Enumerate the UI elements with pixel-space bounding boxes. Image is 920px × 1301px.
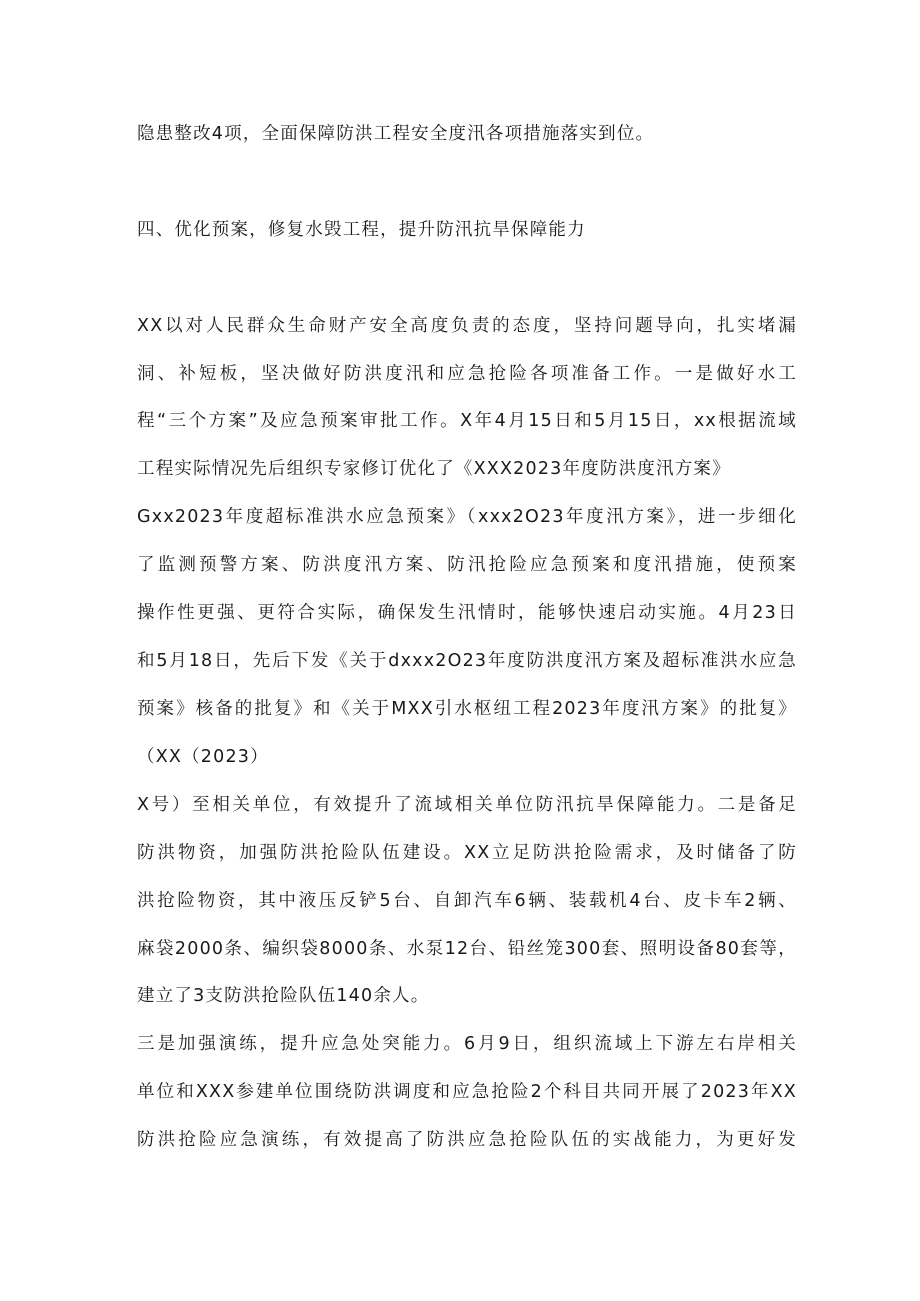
text-line-1: 隐患整改4项，全面保障防洪工程安全度汛各项措施落实到位。 xyxy=(137,124,655,144)
text-line-15: 洪抢险物资，其中液压反铲5台、自卸汽车6辆、装载机4台、皮卡车2辆、 xyxy=(137,891,797,911)
text-line-18: 三是加强演练，提升应急处突能力。6月9日，组织流域上下游左右岸相关 xyxy=(137,1034,797,1054)
text-line-5: 程“三个方案”及应急预案审批工作。X年4月15日和5月15日，xx根据流域 xyxy=(137,411,797,431)
text-line-3: XX以对人民群众生命财产安全高度负责的态度，坚持问题导向，扎实堵漏 xyxy=(137,316,797,336)
text-line-6: 工程实际情况先后组织专家修订优化了《XXX2023年度防洪度汛方案》 xyxy=(137,459,731,479)
text-line-12: （XX（2023） xyxy=(137,747,269,767)
text-line-9: 操作性更强、更符合实际，确保发生汛情时，能够快速启动实施。4月23日 xyxy=(137,603,797,623)
section-heading: 四、优化预案，修复水毁工程，提升防汛抗旱保障能力 xyxy=(137,220,586,240)
text-line-7: Gxx2023年度超标准洪水应急预案》（xxx2O23年度汛方案》，进一步细化 xyxy=(137,507,797,527)
text-line-11: 预案》核备的批复》和《关于MXX引水枢纽工程2023年度汛方案》的批复》 xyxy=(137,699,797,719)
text-line-20: 防洪抢险应急演练，有效提高了防洪应急抢险队伍的实战能力，为更好发 xyxy=(137,1130,797,1150)
text-line-4: 洞、补短板，坚决做好防洪度汛和应急抢险各项准备工作。一是做好水工 xyxy=(137,364,797,384)
text-line-19: 单位和XXX参建单位围绕防洪调度和应急抢险2个科目共同开展了2023年XX xyxy=(137,1082,797,1102)
text-line-14: 防洪物资，加强防洪抢险队伍建设。XX立足防洪抢险需求，及时储备了防 xyxy=(137,843,797,863)
text-line-10: 和5月18日，先后下发《关于dxxx2O23年度防洪度汛方案及超标准洪水应急 xyxy=(137,651,797,671)
text-line-17: 建立了3支防洪抢险队伍140余人。 xyxy=(137,986,430,1006)
text-line-16: 麻袋2000条、编织袋8000条、水泵12台、铅丝笼300套、照明设备80套等， xyxy=(137,939,797,959)
text-line-13: X号）至相关单位，有效提升了流域相关单位防汛抗旱保障能力。二是备足 xyxy=(137,795,797,815)
text-line-8: 了监测预警方案、防洪度汛方案、防汛抢险应急预案和度汛措施，使预案 xyxy=(137,555,797,575)
